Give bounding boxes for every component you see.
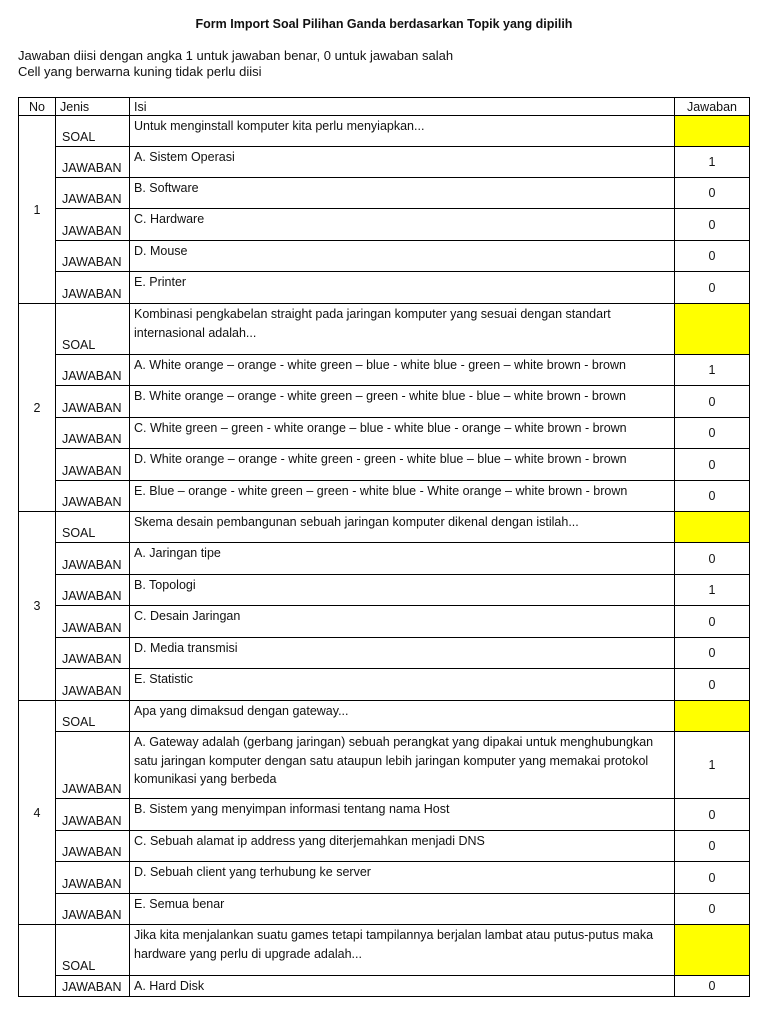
answer-value-cell[interactable]: 0 xyxy=(675,418,750,449)
jenis-label-jawaban: JAWABAN xyxy=(56,449,130,481)
answer-value-cell[interactable]: 0 xyxy=(675,209,750,241)
answer-value-cell[interactable]: 0 xyxy=(675,831,750,862)
answer-value-cell[interactable]: 0 xyxy=(675,481,750,512)
answer-option-text: A. Hard Disk xyxy=(130,976,675,997)
form-title: Form Import Soal Pilihan Ganda berdasarkan Topik yang dipilih xyxy=(195,17,573,31)
answer-option-text: D. Mouse xyxy=(130,241,675,272)
jenis-label-jawaban: JAWABAN xyxy=(56,241,130,272)
answer-cell-disabled xyxy=(675,925,750,976)
jenis-label-soal: SOAL xyxy=(56,512,130,543)
header-isi: Isi xyxy=(130,98,675,116)
instruction-line-1: Jawaban diisi dengan angka 1 untuk jawaban benar, 0 untuk jawaban salah xyxy=(18,48,454,63)
answer-option-text: E. Semua benar xyxy=(130,894,675,925)
answer-row xyxy=(19,178,750,209)
answer-value-cell[interactable]: 0 xyxy=(675,976,750,997)
answer-value-cell[interactable]: 0 xyxy=(675,272,750,304)
answer-option-text: C. Hardware xyxy=(130,209,675,241)
answer-option-text: D. Media transmisi xyxy=(130,638,675,669)
answer-row xyxy=(19,481,750,512)
question-row xyxy=(19,701,750,732)
answer-row xyxy=(19,355,750,386)
answer-value-cell[interactable]: 0 xyxy=(675,449,750,481)
jenis-label-soal: SOAL xyxy=(56,116,130,147)
question-text: Apa yang dimaksud dengan gateway... xyxy=(130,701,675,732)
answer-value-cell[interactable]: 0 xyxy=(675,178,750,209)
header-no: No xyxy=(19,98,56,116)
answer-row xyxy=(19,449,750,481)
question-number: 4 xyxy=(19,701,56,925)
answer-row xyxy=(19,543,750,575)
answer-value-cell[interactable]: 0 xyxy=(675,543,750,575)
jenis-label-jawaban: JAWABAN xyxy=(56,894,130,925)
jenis-label-jawaban: JAWABAN xyxy=(56,606,130,638)
jenis-label-jawaban: JAWABAN xyxy=(56,669,130,701)
answer-option-text: A. Jaringan tipe xyxy=(130,543,675,575)
answer-row xyxy=(19,575,750,606)
answer-value-cell[interactable]: 0 xyxy=(675,386,750,418)
jenis-label-jawaban: JAWABAN xyxy=(56,355,130,386)
answer-row xyxy=(19,799,750,831)
answer-value-cell[interactable]: 0 xyxy=(675,606,750,638)
answer-cell-disabled xyxy=(675,512,750,543)
answer-row xyxy=(19,147,750,178)
answer-row xyxy=(19,241,750,272)
answer-value-cell[interactable]: 0 xyxy=(675,669,750,701)
jenis-label-jawaban: JAWABAN xyxy=(56,976,130,997)
answer-row xyxy=(19,606,750,638)
answer-value-cell[interactable]: 1 xyxy=(675,147,750,178)
answer-value-cell[interactable]: 0 xyxy=(675,862,750,894)
answer-row xyxy=(19,386,750,418)
answer-row xyxy=(19,831,750,862)
answer-row xyxy=(19,976,750,997)
answer-value-cell[interactable]: 0 xyxy=(675,241,750,272)
jenis-label-jawaban: JAWABAN xyxy=(56,543,130,575)
answer-cell-disabled xyxy=(675,304,750,355)
answer-option-text: B. White orange – orange - white green – green - white blue - blue – white brown - brown xyxy=(130,386,675,418)
jenis-label-jawaban: JAWABAN xyxy=(56,831,130,862)
question-text: Kombinasi pengkabelan straight pada jaringan komputer yang sesuai dengan standart internasional adalah... xyxy=(130,304,675,355)
header-row xyxy=(19,98,750,116)
answer-value-cell[interactable]: 0 xyxy=(675,894,750,925)
jenis-label-jawaban: JAWABAN xyxy=(56,575,130,606)
jenis-label-jawaban: JAWABAN xyxy=(56,481,130,512)
jenis-label-jawaban: JAWABAN xyxy=(56,799,130,831)
jenis-label-jawaban: JAWABAN xyxy=(56,272,130,304)
question-number xyxy=(19,925,56,997)
jenis-label-jawaban: JAWABAN xyxy=(56,862,130,894)
answer-cell-disabled xyxy=(675,116,750,147)
answer-option-text: B. Topologi xyxy=(130,575,675,606)
jenis-label-soal: SOAL xyxy=(56,925,130,976)
question-number: 3 xyxy=(19,512,56,701)
answer-row xyxy=(19,669,750,701)
answer-option-text: B. Software xyxy=(130,178,675,209)
answer-row xyxy=(19,732,750,799)
answer-row xyxy=(19,272,750,304)
answer-option-text: E. Blue – orange - white green – green - white blue - White orange – white brown - brown xyxy=(130,481,675,512)
answer-option-text: E. Statistic xyxy=(130,669,675,701)
answer-option-text: C. Desain Jaringan xyxy=(130,606,675,638)
jenis-label-jawaban: JAWABAN xyxy=(56,418,130,449)
question-number: 1 xyxy=(19,116,56,304)
answer-option-text: B. Sistem yang menyimpan informasi tentang nama Host xyxy=(130,799,675,831)
answer-value-cell[interactable]: 0 xyxy=(675,799,750,831)
answer-row xyxy=(19,418,750,449)
question-table xyxy=(18,97,750,997)
answer-option-text: A. White orange – orange - white green – blue - white blue - green – white brown - brown xyxy=(130,355,675,386)
answer-option-text: D. White orange – orange - white green - green - white blue – blue – white brown - brown xyxy=(130,449,675,481)
answer-cell-disabled xyxy=(675,701,750,732)
answer-row xyxy=(19,894,750,925)
answer-option-text: A. Gateway adalah (gerbang jaringan) sebuah perangkat yang dipakai untuk menghubungkan satu jaringan komputer dengan satu ataupun lebih jaringan komputer yang memakai protokol komunikasi yang berbeda xyxy=(130,732,675,799)
jenis-label-jawaban: JAWABAN xyxy=(56,178,130,209)
question-text: Jika kita menjalankan suatu games tetapi tampilannya berjalan lambat atau putus-putus maka hardware yang perlu di upgrade adalah... xyxy=(130,925,675,976)
question-row xyxy=(19,304,750,355)
answer-value-cell[interactable]: 1 xyxy=(675,355,750,386)
question-number: 2 xyxy=(19,304,56,512)
instruction-line-2: Cell yang berwarna kuning tidak perlu diisi xyxy=(18,64,262,79)
answer-value-cell[interactable]: 1 xyxy=(675,732,750,799)
question-row xyxy=(19,116,750,147)
answer-option-text: D. Sebuah client yang terhubung ke server xyxy=(130,862,675,894)
question-row xyxy=(19,925,750,976)
jenis-label-jawaban: JAWABAN xyxy=(56,732,130,799)
jenis-label-soal: SOAL xyxy=(56,701,130,732)
jenis-label-jawaban: JAWABAN xyxy=(56,638,130,669)
answer-option-text: A. Sistem Operasi xyxy=(130,147,675,178)
answer-option-text: C. White green – green - white orange – blue - white blue - orange – white brown - brown xyxy=(130,418,675,449)
question-text: Untuk menginstall komputer kita perlu menyiapkan... xyxy=(130,116,675,147)
question-text: Skema desain pembangunan sebuah jaringan komputer dikenal dengan istilah... xyxy=(130,512,675,543)
jenis-label-jawaban: JAWABAN xyxy=(56,386,130,418)
question-row xyxy=(19,512,750,543)
answer-row xyxy=(19,209,750,241)
answer-value-cell[interactable]: 1 xyxy=(675,575,750,606)
jenis-label-soal: SOAL xyxy=(56,304,130,355)
answer-row xyxy=(19,862,750,894)
answer-row xyxy=(19,638,750,669)
answer-value-cell[interactable]: 0 xyxy=(675,638,750,669)
jenis-label-jawaban: JAWABAN xyxy=(56,209,130,241)
jenis-label-jawaban: JAWABAN xyxy=(56,147,130,178)
header-jawaban: Jawaban xyxy=(675,98,750,116)
answer-option-text: E. Printer xyxy=(130,272,675,304)
answer-option-text: C. Sebuah alamat ip address yang diterjemahkan menjadi DNS xyxy=(130,831,675,862)
header-jenis: Jenis xyxy=(56,98,130,116)
